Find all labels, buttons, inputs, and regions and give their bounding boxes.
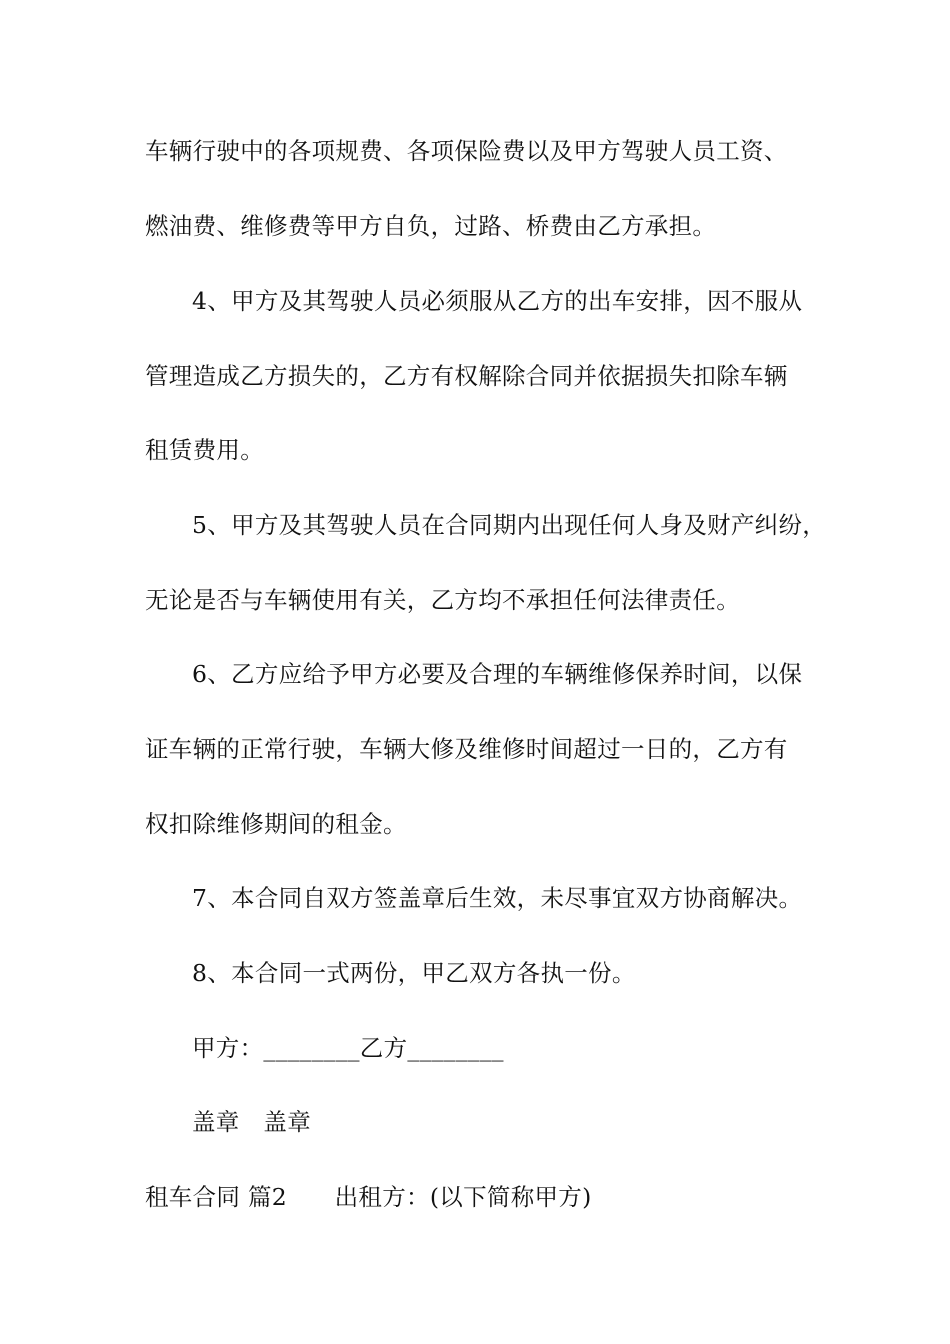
signature-line: 甲方：________乙方________	[192, 1034, 504, 1062]
text-line-2: 燃油费、维修费等甲方自负，过路、桥费由乙方承担。	[145, 212, 717, 240]
clause-6-line-2: 证车辆的正常行驶，车辆大修及维修时间超过一日的，乙方有	[145, 735, 788, 763]
clause-6-line-1: 6、乙方应给予甲方必要及合理的车辆维修保养时间，以保	[192, 660, 803, 688]
text-line-1: 车辆行驶中的各项规费、各项保险费以及甲方驾驶人员工资、	[145, 137, 788, 165]
seal-line: 盖章 盖章	[192, 1108, 311, 1136]
clause-7-line: 7、本合同自双方签盖章后生效，未尽事宜双方协商解决。	[192, 884, 803, 912]
clause-5-line-2: 无论是否与车辆使用有关，乙方均不承担任何法律责任。	[145, 586, 740, 614]
clause-4-line-2: 管理造成乙方损失的，乙方有权解除合同并依据损失扣除车辆	[145, 362, 788, 390]
section-heading: 租车合同 篇2 出租方：(以下简称甲方)	[145, 1183, 592, 1211]
clause-5-line-1: 5、甲方及其驾驶人员在合同期内出现任何人身及财产纠纷，	[192, 511, 827, 539]
clause-6-line-3: 权扣除维修期间的租金。	[145, 810, 407, 838]
clause-4-line-1: 4、甲方及其驾驶人员必须服从乙方的出车安排，因不服从	[192, 287, 803, 315]
clause-8-line: 8、本合同一式两份，甲乙双方各执一份。	[192, 959, 636, 987]
clause-4-line-3: 租赁费用。	[145, 436, 264, 464]
